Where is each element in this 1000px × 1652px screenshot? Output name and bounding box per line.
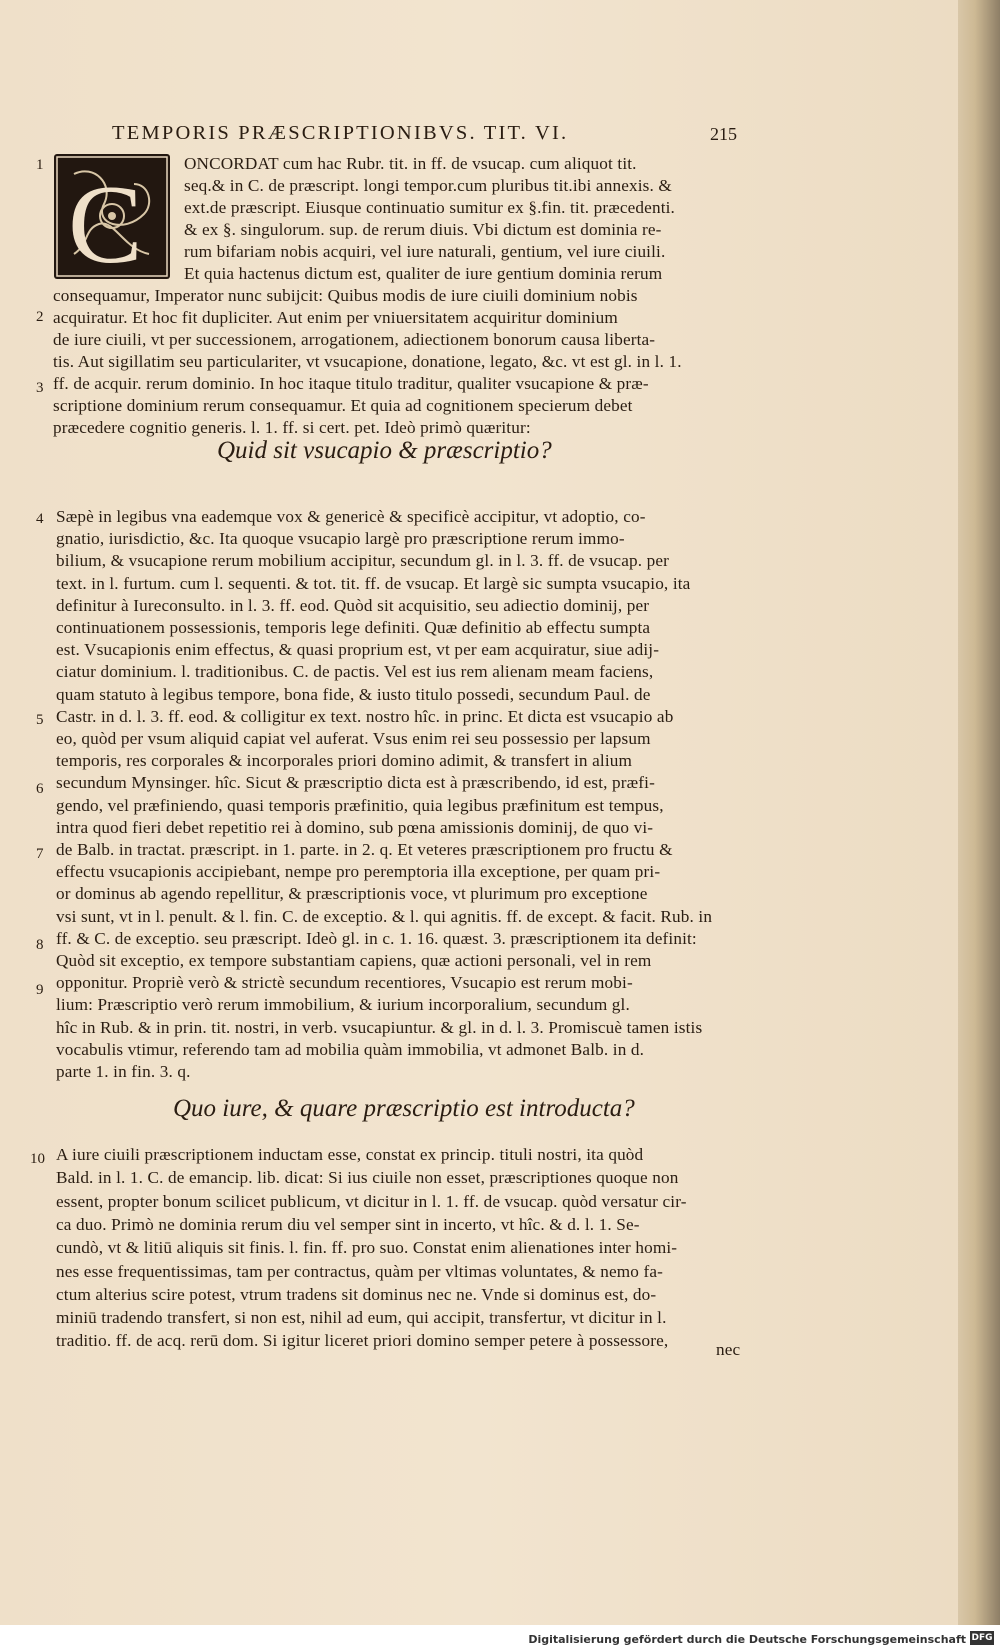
- running-head: TEMPORIS PRÆSCRIPTIONIBVS. TIT. VI.: [112, 122, 569, 144]
- footer-credit: Digitalisierung gefördert durch die Deutsche Forschungsgemeinschaft: [528, 1633, 966, 1646]
- dfg-logo: DFG: [971, 1633, 993, 1643]
- text-line: consequamur, Imperator nunc subijcit: Quibus modis de iure ciuili dominium nobis: [53, 286, 638, 305]
- margin-number: 7: [36, 846, 44, 862]
- text-line: vsi sunt, vt in l. penult. & l. fin. C. de exceptio. & l. qui agnitis. ff. de except. & facit. Rub. in: [56, 906, 713, 926]
- text-line: traditio. ff. de acq. rerū dom. Si igitur liceret priori domino semper petere à possessore,: [56, 1331, 669, 1351]
- margin-number: 3: [36, 380, 44, 396]
- text-line: & ex §. singulorum. sup. de rerum diuis. Vbi dictum est dominia re-: [184, 220, 662, 239]
- page-edge: [958, 0, 1000, 1625]
- text-line: de Balb. in tractat. præscript. in 1. parte. in 2. q. Et veteres præscriptionem pro fructu &: [56, 840, 673, 859]
- text-line: ff. de acquir. rerum dominio. In hoc itaque titulo traditur, qualiter vsucapione & præ-: [53, 374, 649, 393]
- text-line: essent, propter bonum scilicet publicum, vt dicitur in l. 1. ff. de vsucap. quòd versatur cir-: [56, 1191, 687, 1211]
- text-line: text. in l. furtum. cum l. sequenti. & tot. tit. ff. de vsucap. Et largè sic sumpta vsucapio, ita: [56, 573, 691, 593]
- text-line: miniū tradendo transfert, si non est, nihil ad eum, qui accipit, transfertur, vt dicitur in l.: [56, 1308, 667, 1328]
- text-line: Et quia hactenus dictum est, qualiter de iure gentium dominia rerum: [184, 264, 663, 283]
- catchword: nec: [716, 1340, 741, 1359]
- text-line: tis. Aut sigillatim seu particulariter, vt vsucapione, donatione, legato, &c. vt est gl. in l. 1.: [53, 352, 682, 371]
- text-line: nes esse frequentissimas, tam per contractus, quàm per vltimas voluntates, & nemo fa-: [56, 1261, 663, 1281]
- text-line: quam statuto à legibus tempore, bona fide, & iusto titulo possedi, secundum Paul. de: [56, 684, 651, 704]
- text-line: lium: Præscriptio verò rerum immobilium, & iurium incorporalium, secundum gl.: [56, 995, 630, 1015]
- text-line: Bald. in l. 1. C. de emancip. lib. dicat: Si ius ciuile non esset, præscriptiones quoque non: [56, 1168, 679, 1188]
- margin-number: 5: [36, 712, 44, 728]
- margin-number: 2: [36, 309, 44, 325]
- text-line: secundum Mynsinger. hîc. Sicut & præscriptio dicta est à præscribendo, id est, præfi-: [56, 773, 655, 793]
- text-line: parte 1. in fin. 3. q.: [56, 1062, 191, 1081]
- text-line: opponitur. Propriè verò & strictè secundum recentiores, Vsucapio est rerum mobi-: [56, 973, 633, 993]
- text-line: rum bifariam nobis acquiri, vel iure naturali, gentium, vel iure ciuili.: [184, 242, 666, 261]
- text-line: cundò, vt & litiū aliquis sit finis. l. fin. ff. pro suo. Constat enim alienationes inter homi-: [56, 1238, 678, 1258]
- section-heading-1: Quid sit vsucapio & præscriptio?: [217, 437, 552, 464]
- text-line: Castr. in d. l. 3. ff. eod. & colligitur ex text. nostro hîc. in princ. Et dicta est vsucapio ab: [56, 706, 674, 726]
- margin-number: 9: [36, 982, 44, 998]
- text-line: ctum alterius scire potest, vtrum tradens sit dominus nec ne. Vnde si dominus est, do-: [56, 1284, 657, 1304]
- text-line: acquiratur. Et hoc fit dupliciter. Aut enim per vniuersitatem acquiritur dominium: [53, 308, 618, 327]
- margin-number: 4: [36, 511, 44, 527]
- page-number: 215: [710, 124, 737, 144]
- margin-number: 8: [36, 937, 44, 953]
- text-line: ciatur dominium. l. traditionibus. C. de pactis. Vel est ius rem alienam meam faciens,: [56, 662, 654, 682]
- text-line: ext.de præscript. Eiusque continuatio sumitur ex §.fin. tit. præcedenti.: [184, 198, 676, 217]
- text-line: hîc in Rub. & in prin. tit. nostri, in verb. vsucapiuntur. & gl. in d. l. 3. Promiscuè tamen istis: [56, 1017, 703, 1037]
- text-line: Quòd sit exceptio, ex tempore substantiam capiens, quæ actioni personali, vel in rem: [56, 951, 652, 970]
- margin-number: 6: [36, 781, 44, 797]
- ornament-icon: [54, 154, 170, 279]
- text-line: definitur à Iureconsulto. in l. 3. ff. eod. Quòd sit acquisitio, seu adiectio dominij, per: [56, 595, 650, 615]
- text-line: scriptione dominium rerum consequamur. Et quia ad cognitionem specierum debet: [53, 396, 633, 415]
- text-line: or dominus ab agendo repellitur, & præscriptionis voce, vt plurimum pro exceptione: [56, 884, 648, 904]
- text-line: Sæpè in legibus vna eademque vox & genericè & specificè accipitur, vt adoptio, co-: [56, 507, 646, 526]
- text-line: eo, quòd per vsum aliquid capiat vel auferat. Vsus enim rei seu possessio per lapsum: [56, 729, 651, 748]
- text-line: gnatio, iurisdictio, &c. Ita quoque vsucapio largè pro præscriptione rerum immo-: [56, 529, 625, 549]
- text-line: temporis, res corporales & incorporales priori domino adimit, & transfert in alium: [56, 751, 633, 771]
- text-line: ca duo. Primò ne dominia rerum diu vel semper sint in incerto, vt hîc. & d. l. 1. Se-: [56, 1214, 640, 1234]
- text-line: A iure ciuili præscriptionem inductam esse, constat ex princip. tituli nostri, ita quòd: [56, 1145, 644, 1164]
- text-line: effectu vsucapionis accipiebant, nempe pro peremptoria illa exceptione, per quam pri-: [56, 862, 661, 882]
- text-line: bilium, & vsucapione rerum mobilium accipitur, secundum gl. in l. 3. ff. de vsucap. per: [56, 551, 669, 571]
- text-line: intra quod fieri debet repetitio rei à domino, sub pœna amissionis dominij, de quo vi-: [56, 817, 654, 837]
- svg-text:C: C: [68, 163, 143, 279]
- text-line: ff. & C. de exceptio. seu præscript. Ideò gl. in c. 1. 16. quæst. 3. præscriptionem ita definit:: [56, 928, 697, 948]
- decorated-initial-letter: [54, 154, 170, 279]
- text-line: est. Vsucapionis enim effectus, & quasi proprium est, vt per eam acquiratur, siue adij-: [56, 640, 660, 660]
- text-line: gendo, vel præfiniendo, quasi temporis præfinitio, quia legibus præfinitum est tempus,: [56, 795, 664, 815]
- text-line: ONCORDAT cum hac Rubr. tit. in ff. de vsucap. cum aliquot tit.: [184, 154, 637, 173]
- text-line: de iure ciuili, vt per successionem, arrogationem, adiectionem bonorum causa liberta-: [53, 330, 656, 349]
- text-line: seq.& in C. de præscript. longi tempor.cum pluribus tit.ibi annexis. &: [184, 176, 672, 195]
- text-line: continuationem possessionis, temporis lege definiti. Quæ definitio ab effectu sumpta: [56, 618, 651, 637]
- text-line: vocabulis vtimur, referendo tam ad mobilia quàm immobilia, vt admonet Balb. in d.: [56, 1039, 645, 1059]
- text-line: præcedere cognitio generis. l. 1. ff. si cert. pet. Ideò primò quæritur:: [53, 418, 531, 437]
- margin-number: 1: [36, 157, 44, 173]
- margin-number: 10: [30, 1151, 45, 1167]
- section-heading-2: Quo iure, & quare præscriptio est introducta?: [173, 1095, 635, 1122]
